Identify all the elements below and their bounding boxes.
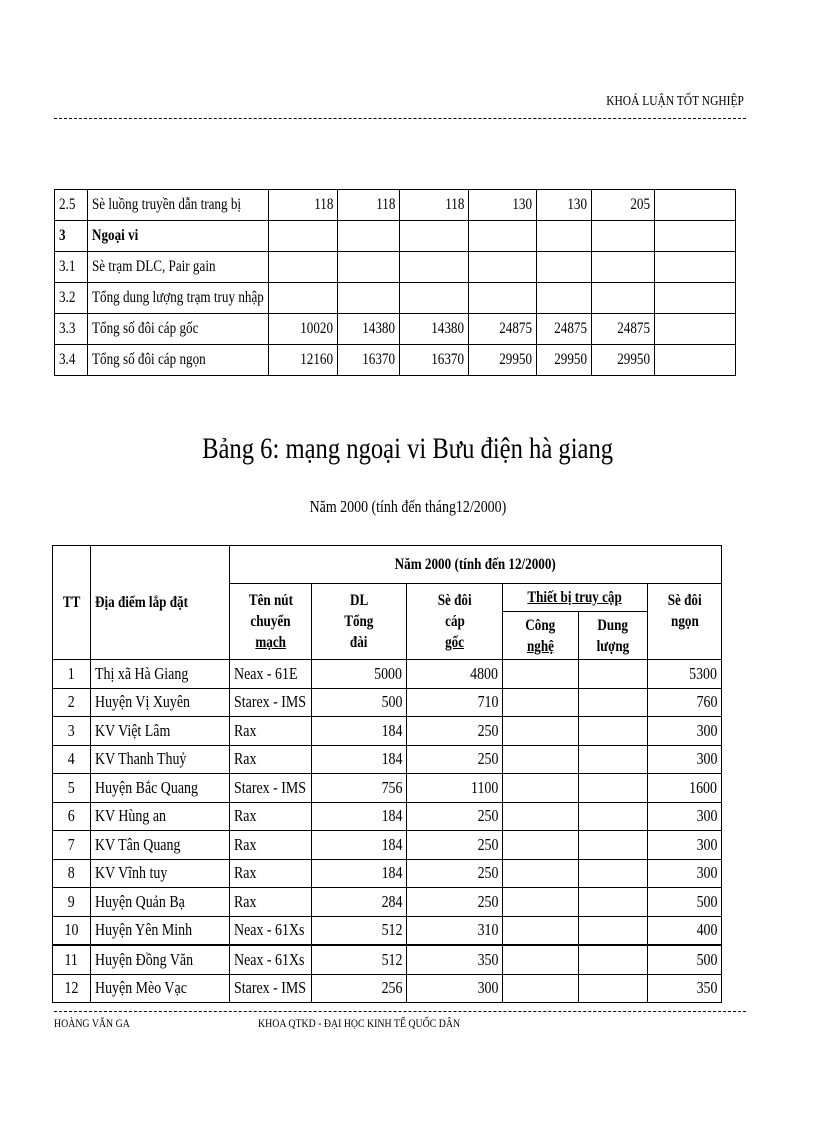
row-tt: 12 [53,974,91,1003]
row-tt: 9 [53,888,91,917]
row-value: 118 [338,190,400,221]
header-year-group: Năm 2000 (tính đến 12/2000) [230,546,722,584]
row-tip-pairs: 350 [648,974,722,1003]
row-access-capacity [579,688,648,717]
row-value: 10020 [269,314,338,345]
row-capacity: 500 [312,688,407,717]
row-access-capacity [579,774,648,803]
table2-row [53,859,722,888]
row-root-pairs: 300 [407,974,503,1003]
row-location: Thị xã Hà Giang [91,660,230,689]
row-value [469,283,537,314]
row-tip-pairs: 400 [648,916,722,945]
row-root-pairs: 1100 [407,774,503,803]
table2-row [53,774,722,803]
row-tt: 5 [53,774,91,803]
table2-row [53,717,722,746]
row-technology [503,660,579,689]
header-switch-name: Tên nút chuyển mạch [230,584,312,660]
row-switch: Rax [230,717,312,746]
row-capacity: 184 [312,802,407,831]
row-switch: Rax [230,802,312,831]
row-value: 24875 [537,314,592,345]
row-capacity: 184 [312,745,407,774]
row-value: 16370 [400,345,469,376]
row-value: 205 [592,190,655,221]
row-access-capacity [579,945,648,974]
row-switch: Starex - IMS [230,974,312,1003]
row-access-capacity [579,802,648,831]
external-network-table [52,545,722,1003]
row-technology [503,802,579,831]
row-technology [503,888,579,917]
row-value [537,252,592,283]
footer-author: HOÀNG VĂN GA [54,1016,130,1030]
header-location: Địa điểm lắp đặt [91,546,230,660]
row-value: 24875 [592,314,655,345]
row-value [655,283,736,314]
header-divider [54,118,746,119]
row-switch: Neax - 61E [230,660,312,689]
header-capacity: DL Tổng đài [312,584,407,660]
row-value: 130 [469,190,537,221]
row-root-pairs: 250 [407,831,503,860]
row-item: Sè luồng truyền dẫn trang bị [88,190,269,221]
row-capacity: 512 [312,945,407,974]
row-value: 14380 [400,314,469,345]
row-tt: 4 [53,745,91,774]
header-root-pairs: Sè đôi cáp gốc [407,584,503,660]
row-number: 3.4 [55,345,88,376]
row-switch: Rax [230,888,312,917]
table-title: Bảng 6: mạng ngoại vi Bưu điện hà giang [202,432,614,465]
row-capacity: 512 [312,916,407,945]
row-tip-pairs: 300 [648,859,722,888]
row-access-capacity [579,717,648,746]
row-value: 12160 [269,345,338,376]
row-technology [503,859,579,888]
header-tip-pairs: Sè đôi ngọn [648,584,722,660]
header-technology: Công nghệ [503,612,579,660]
row-value [655,190,736,221]
row-switch: Rax [230,745,312,774]
row-location: Huyện Bắc Quang [91,774,230,803]
row-value [655,252,736,283]
row-technology [503,945,579,974]
row-value [400,221,469,252]
row-technology [503,831,579,860]
row-root-pairs: 4800 [407,660,503,689]
row-item: Tổng số đôi cáp ngọn [88,345,269,376]
row-value [592,252,655,283]
row-access-capacity [579,745,648,774]
row-technology [503,688,579,717]
row-technology [503,717,579,746]
header-access-capacity: Dung lượng [579,612,648,660]
header-access-group: Thiết bị truy cập [503,584,648,612]
row-capacity: 284 [312,888,407,917]
row-switch: Starex - IMS [230,774,312,803]
row-root-pairs: 250 [407,859,503,888]
table2-row [53,660,722,689]
row-technology [503,745,579,774]
row-value [469,221,537,252]
row-root-pairs: 350 [407,945,503,974]
row-value [269,221,338,252]
table2-row [53,945,722,974]
row-value [269,283,338,314]
row-value [592,283,655,314]
row-value [592,221,655,252]
row-tip-pairs: 500 [648,945,722,974]
row-location: KV Việt Lâm [91,717,230,746]
row-number: 3.2 [55,283,88,314]
row-item: Sè trạm DLC, Pair gain [88,252,269,283]
row-tt: 1 [53,660,91,689]
row-value [269,252,338,283]
row-tt: 7 [53,831,91,860]
row-location: Huyện Đồng Văn [91,945,230,974]
row-root-pairs: 710 [407,688,503,717]
row-tip-pairs: 500 [648,888,722,917]
row-location: Huyện Yên Minh [91,916,230,945]
row-capacity: 756 [312,774,407,803]
row-switch: Rax [230,831,312,860]
table2-row [53,888,722,917]
row-capacity: 5000 [312,660,407,689]
row-root-pairs: 250 [407,745,503,774]
row-value [469,252,537,283]
row-tt: 10 [53,916,91,945]
row-access-capacity [579,916,648,945]
row-access-capacity [579,660,648,689]
row-value [400,283,469,314]
row-value [400,252,469,283]
row-location: KV Hùng an [91,802,230,831]
row-value: 29950 [469,345,537,376]
row-technology [503,974,579,1003]
row-value [655,345,736,376]
footer-divider [54,1011,746,1012]
row-tip-pairs: 1600 [648,774,722,803]
table2-row [53,745,722,774]
row-technology [503,774,579,803]
row-switch: Starex - IMS [230,688,312,717]
row-tip-pairs: 5300 [648,660,722,689]
row-location: KV Tân Quang [91,831,230,860]
row-value: 16370 [338,345,400,376]
row-value [338,283,400,314]
row-access-capacity [579,831,648,860]
row-value: 29950 [537,345,592,376]
row-switch: Neax - 61Xs [230,945,312,974]
row-location: Huyện Vị Xuyên [91,688,230,717]
row-capacity: 184 [312,859,407,888]
row-tt: 8 [53,859,91,888]
table1-row [55,314,736,345]
row-tip-pairs: 760 [648,688,722,717]
row-value: 14380 [338,314,400,345]
table2-row [53,974,722,1003]
row-number: 3.3 [55,314,88,345]
row-tip-pairs: 300 [648,717,722,746]
row-value: 118 [269,190,338,221]
table2-row [53,802,722,831]
row-root-pairs: 250 [407,717,503,746]
row-tt: 6 [53,802,91,831]
row-capacity: 184 [312,717,407,746]
row-access-capacity [579,888,648,917]
row-location: KV Thanh Thuỷ [91,745,230,774]
row-switch: Rax [230,859,312,888]
row-number: 3.1 [55,252,88,283]
row-tip-pairs: 300 [648,745,722,774]
row-number: 2.5 [55,190,88,221]
network-stats-table [54,189,736,376]
footer-faculty: KHOA QTKD - ĐẠI HỌC KINH TẾ QUỐC DÂN [258,1016,461,1030]
row-value [338,221,400,252]
row-root-pairs: 310 [407,916,503,945]
row-switch: Neax - 61Xs [230,916,312,945]
row-tt: 3 [53,717,91,746]
table2-row [53,916,722,945]
row-item: Ngoại vi [88,221,269,252]
row-value: 29950 [592,345,655,376]
header-title: KHOÁ LUẬN TỐT NGHIỆP [606,94,744,109]
row-root-pairs: 250 [407,888,503,917]
table1-row [55,283,736,314]
row-value [655,314,736,345]
table1-row [55,252,736,283]
row-capacity: 184 [312,831,407,860]
table1-row [55,221,736,252]
row-value: 118 [400,190,469,221]
row-location: KV Vĩnh tuy [91,859,230,888]
row-tip-pairs: 300 [648,831,722,860]
row-value [537,283,592,314]
row-access-capacity [579,859,648,888]
row-root-pairs: 250 [407,802,503,831]
row-value [537,221,592,252]
row-value: 24875 [469,314,537,345]
table2-row [53,831,722,860]
row-technology [503,916,579,945]
row-access-capacity [579,974,648,1003]
row-number: 3 [55,221,88,252]
row-tt: 11 [53,945,91,974]
row-item: Tổng dung lượng trạm truy nhập [88,283,269,314]
row-capacity: 256 [312,974,407,1003]
row-value [655,221,736,252]
row-tip-pairs: 300 [648,802,722,831]
header-tt: TT [53,546,91,660]
table2-row [53,688,722,717]
row-item: Tổng số đôi cáp gốc [88,314,269,345]
table-subtitle: Năm 2000 (tính đến tháng12/2000) [309,497,507,516]
table1-row [55,190,736,221]
row-location: Huyện Quản Bạ [91,888,230,917]
row-location: Huyện Mèo Vạc [91,974,230,1003]
row-value [338,252,400,283]
row-tt: 2 [53,688,91,717]
row-value: 130 [537,190,592,221]
table1-row [55,345,736,376]
